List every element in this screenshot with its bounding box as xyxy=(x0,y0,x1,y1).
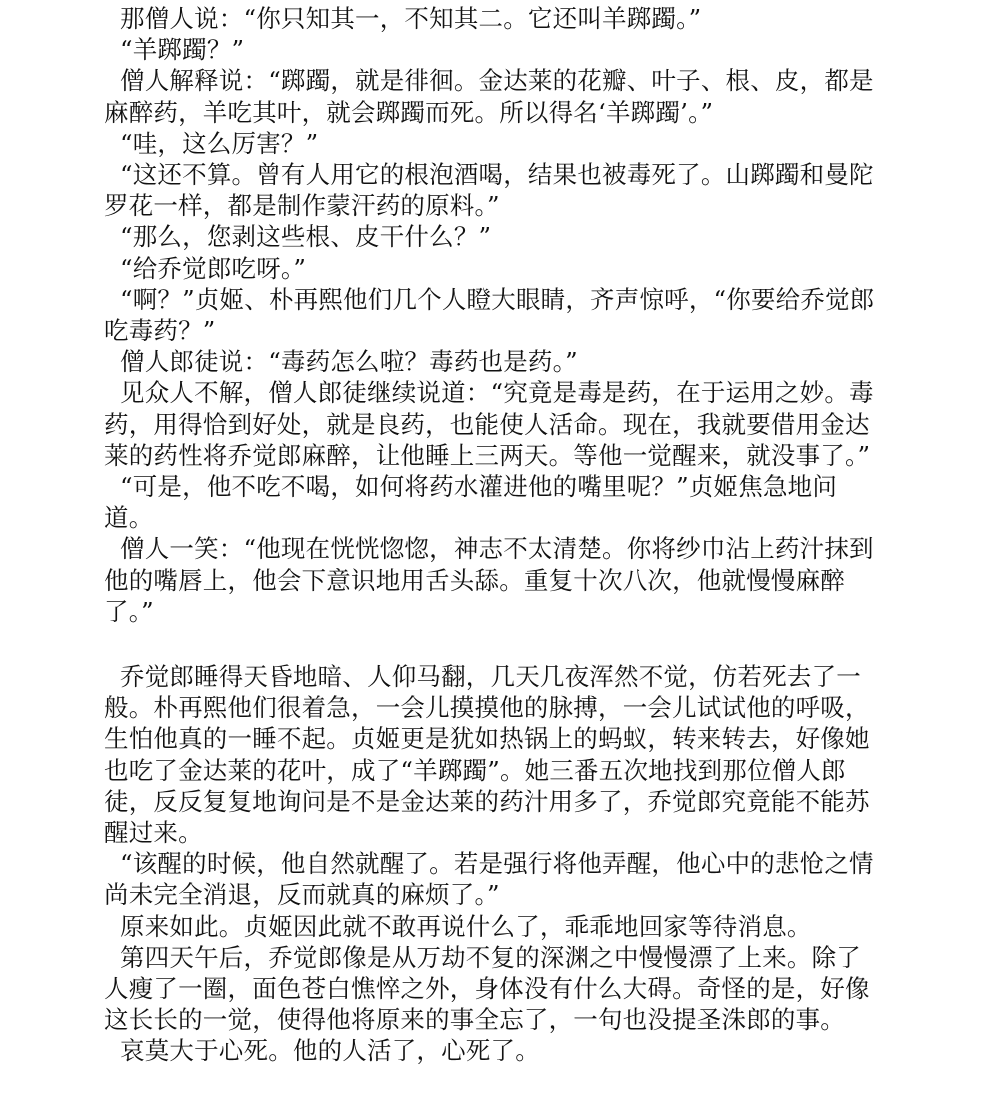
paragraph: 僧人郎徒说：“毒药怎么啦？毒药也是药。” xyxy=(120,347,578,377)
paragraph: “羊踯躅？” xyxy=(120,35,245,65)
paragraph: 那僧人说：“你只知其一，不知其二。它还叫羊踯躅。” xyxy=(120,4,702,33)
paragraph: 哀莫大于心死。他的人活了，心死了。 xyxy=(120,1036,540,1066)
paragraph: 原来如此。贞姬因此就不敢再说什么了，乖乖地回家等待消息。 xyxy=(120,911,812,941)
section-one xyxy=(104,3,884,627)
paragraph: “给乔觉郎吃呀。” xyxy=(120,253,307,283)
paragraph: 乔觉郎睡得天昏地暗、人仰马翻，几天几夜浑然不觉，仿若死去了一般。朴再熙他们很着急，一会儿摸摸他的脉搏，一会儿试试他的呼吸，生怕他真的一睡不起。贞姬更是犹如热锅上的蚂蚁，转来转去，好像她也吃了金达莱的花叶，成了“羊踯躅”。她三番五次地找到那位僧人郎徒，反反复复地询问是不是金达莱的药汁用多了，乔觉郎究竟能不能苏醒过来。 xyxy=(104,662,870,848)
paragraph: “啊？”贞姬、朴再熙他们几个人瞪大眼睛，齐声惊呼，“你要给乔觉郎吃毒药？” xyxy=(104,284,875,346)
paragraph: “该醒的时候，他自然就醒了。若是强行将他弄醒，他心中的悲怆之情尚未完全消退，反而就真的麻烦了。” xyxy=(104,849,874,910)
paragraph: “可是，他不吃不喝，如何将药水灌进他的嘴里呢？”贞姬焦急地问道。 xyxy=(104,472,838,533)
paragraph: 僧人一笑：“他现在恍恍惚惚，神志不太清楚。你将纱巾沾上药汁抹到他的嘴唇上，他会下意识地用舌头舔。重复十次八次，他就慢慢麻醉了。” xyxy=(104,534,874,626)
paragraph: “那么，您剥这些根、皮干什么？” xyxy=(120,222,492,252)
section-two xyxy=(104,661,884,1067)
paragraph: 僧人解释说：“踯躅，就是徘徊。金达莱的花瓣、叶子、根、皮，都是麻醉药，羊吃其叶，就会踯躅而死。所以得名‘羊踯躅’。” xyxy=(104,66,874,127)
paragraph: 见众人不解，僧人郎徒继续说道：“究竟是毒是药，在于运用之妙。毒药，用得恰到好处，就是良药，也能使人活命。现在，我就要借用金达莱的药性将乔觉郎麻醉，让他睡上三两天。等他一觉醒来，就没事了。” xyxy=(104,378,874,470)
paragraph: 第四天午后，乔觉郎像是从万劫不复的深渊之中慢慢漂了上来。除了人瘦了一圈，面色苍白憔悴之外，身体没有什么大碍。奇怪的是，好像这长长的一觉，使得他将原来的事全忘了，一句也没提圣洙郎的事。 xyxy=(104,942,870,1035)
paragraph: “哇，这么厉害？” xyxy=(120,128,319,158)
paragraph: “这还不算。曾有人用它的根泡酒喝，结果也被毒死了。山踯躅和曼陀罗花一样，都是制作蒙汗药的原料。” xyxy=(104,160,874,221)
